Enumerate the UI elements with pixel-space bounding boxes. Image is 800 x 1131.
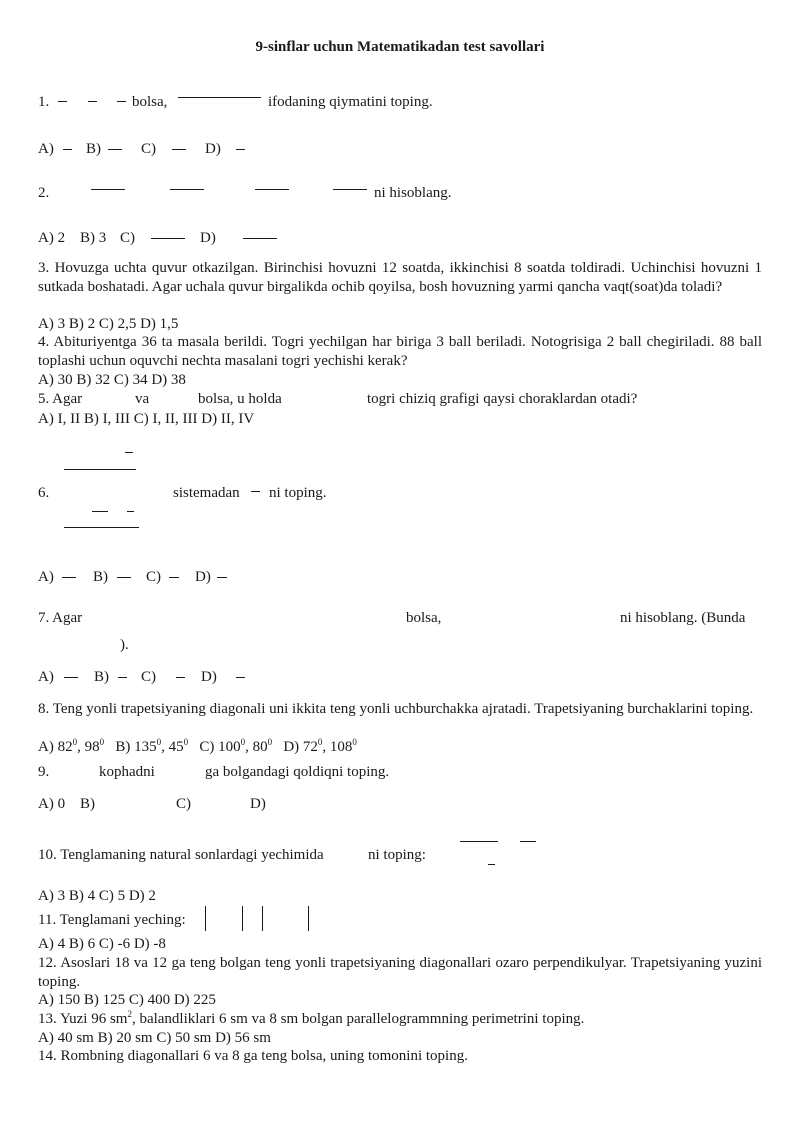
q9-number: 9. [38, 764, 50, 780]
q2-answer-c: C) [120, 230, 135, 246]
q1-formula-fragment [172, 149, 186, 150]
q6-formula-fragment [62, 577, 76, 578]
q1-formula-fragment [88, 101, 97, 102]
q9-text-2: ga bolgandagi qoldiqni toping. [205, 764, 390, 780]
q1-number: 1. [38, 94, 50, 110]
q6-fraction-bar [64, 469, 136, 470]
question-4: 4. Abituriyentga 36 ta masala berildi. Togri yechilgan har biriga 3 ball beriladi. Notogrisiga 2 ball chegiriladi. 88 ball toplashi uchun oquvchi nechta masalani togri yechishi kerak? [38, 334, 762, 369]
q7-formula-fragment [118, 677, 127, 678]
q1-formula-fragment [117, 101, 126, 102]
q6-formula-fragment [117, 577, 131, 578]
q1-answer-a: A) [38, 141, 54, 157]
q7-text-3: ni hisoblang. (Bunda [620, 610, 746, 626]
q6-number: 6. [38, 485, 50, 501]
q6-formula-fragment [251, 491, 260, 492]
q1-answer-d: D) [205, 141, 221, 157]
q7-formula-fragment [236, 677, 245, 678]
q10-fraction-bar [460, 841, 498, 842]
q8-answer-b: B) $135^0$, $45^0$ [115, 737, 189, 755]
q7-answer-c: C) [141, 669, 156, 685]
q11-abs-bar [205, 906, 206, 931]
q8-answer-c: C) $100^0$, $80^0$ [199, 737, 273, 755]
q2-answer-d: D) [200, 230, 216, 246]
q3-answers: A) 3 B) 2 C) 2,5 D) 1,5 [38, 316, 179, 332]
q1-formula-fragment [236, 149, 245, 150]
q8-answer-d: D) $72^0$, $108^0$ [283, 737, 357, 755]
q2-answer-a: A) 2 [38, 230, 66, 246]
q11-text-1: 11. Tenglamani yeching: [38, 912, 186, 928]
q10-text-1: 10. Tenglamaning natural sonlardagi yechimida [38, 847, 324, 863]
q1-formula-fragment [58, 101, 67, 102]
q6-answer-c: C) [146, 569, 161, 585]
q1-formula-fragment [108, 149, 122, 150]
q1-text-1: bolsa, [132, 94, 168, 110]
q2-fraction-bar [170, 189, 204, 190]
q10-text-2: ni toping: [368, 847, 426, 863]
q6-formula-fragment [169, 577, 179, 578]
q11-abs-bar [308, 906, 309, 931]
q4-answers: A) 30 B) 32 C) 34 D) 38 [38, 372, 186, 388]
q6-formula-fragment [92, 511, 108, 512]
q13-answers: A) 40 sm B) 20 sm C) 50 sm D) 56 sm [38, 1030, 271, 1046]
q9-answer-b: B) [80, 796, 95, 812]
q1-fraction-bar [178, 97, 261, 98]
q6-formula-fragment [127, 511, 134, 512]
q6-answer-d: D) [195, 569, 211, 585]
q2-fraction-bar [243, 238, 277, 239]
q7-answer-b: B) [94, 669, 109, 685]
q9-answer-c: C) [176, 796, 191, 812]
q5-text-1: 5. Agar [38, 391, 83, 407]
q12-answers: A) 150 B) 125 C) 400 D) 225 [38, 992, 216, 1008]
q10-formula-fragment [488, 864, 495, 865]
q7-answer-d: D) [201, 669, 217, 685]
question-8: 8. Teng yonli trapetsiyaning diagonali uni ikkita teng yonli uchburchakka ajratadi. Trapetsiyaning burchaklarini toping. [38, 701, 754, 717]
q6-formula-fragment [125, 452, 133, 453]
question-14: 14. Rombning diagonallari 6 va 8 ga teng bolsa, uning tomonini toping. [38, 1048, 468, 1064]
q6-answer-b: B) [93, 569, 108, 585]
q5-text-3: bolsa, u holda [198, 391, 282, 407]
q5-text-4: togri chiziq grafigi qaysi choraklardan otadi? [367, 391, 638, 407]
q2-number: 2. [38, 185, 50, 201]
q6-text-1: sistemadan [173, 485, 240, 501]
q6-formula-fragment [217, 577, 227, 578]
q9-answer-a: A) 0 [38, 796, 66, 812]
q8-answer-a: A) $82^0$, $98^0$ [38, 737, 105, 755]
q7-text-2: bolsa, [406, 610, 442, 626]
q11-abs-bar [242, 906, 243, 931]
q1-text-2: ifodaning qiymatini toping. [268, 94, 433, 110]
question-13: 13. Yuzi 96 $sm^2$, balandliklari 6 sm va 8 sm bolgan parallelogrammning perimetrini toping. [38, 1009, 585, 1027]
q1-answer-c: C) [141, 141, 156, 157]
q10-fraction-bar [520, 841, 536, 842]
q7-text-4: ). [120, 637, 129, 653]
q11-abs-bar [262, 906, 263, 931]
q7-formula-fragment [64, 677, 78, 678]
q6-text-2: ni toping. [269, 485, 327, 501]
q9-text-1: kophadni [99, 764, 155, 780]
q5-answers: A) I, II B) I, III C) I, II, III D) II, IV [38, 411, 255, 427]
q7-text-1: 7. Agar [38, 610, 83, 626]
q6-fraction-bar [64, 527, 139, 528]
q9-answer-d: D) [250, 796, 266, 812]
q7-answer-a: A) [38, 669, 54, 685]
q8-answers [38, 738, 357, 757]
q6-answer-a: A) [38, 569, 54, 585]
question-12: 12. Asoslari 18 va 12 ga teng bolgan teng yonli trapetsiyaning diagonallari ozaro perpendikulyar. Trapetsiyaning yuzini toping. [38, 955, 762, 990]
q11-answers: A) 4 B) 6 C) -6 D) -8 [38, 936, 166, 952]
q1-answer-b: B) [86, 141, 101, 157]
q1-formula-fragment [63, 149, 72, 150]
question-3: 3. Hovuzga uchta quvur otkazilgan. Birinchisi hovuzni 12 soatda, ikkinchisi 8 soatda toldiradi. Uchinchisi hovuzni 1 sutkada boshatadi. Agar uchala quvur birgalikda ochib qoyilsa, bosh hovuzning yarmi qancha vaqt(soat)da toladi? [38, 260, 762, 295]
q2-text-1: ni hisoblang. [374, 185, 452, 201]
q2-fraction-bar [333, 189, 367, 190]
q7-formula-fragment [176, 677, 185, 678]
q2-answer-b: B) 3 [80, 230, 107, 246]
q2-fraction-bar [255, 189, 289, 190]
q10-answers: A) 3 B) 4 C) 5 D) 2 [38, 888, 156, 904]
q5-text-2: va [135, 391, 150, 407]
q2-fraction-bar [151, 238, 185, 239]
page-title: 9-sinflar uchun Matematikadan test savollari [255, 39, 545, 55]
q2-fraction-bar [91, 189, 125, 190]
